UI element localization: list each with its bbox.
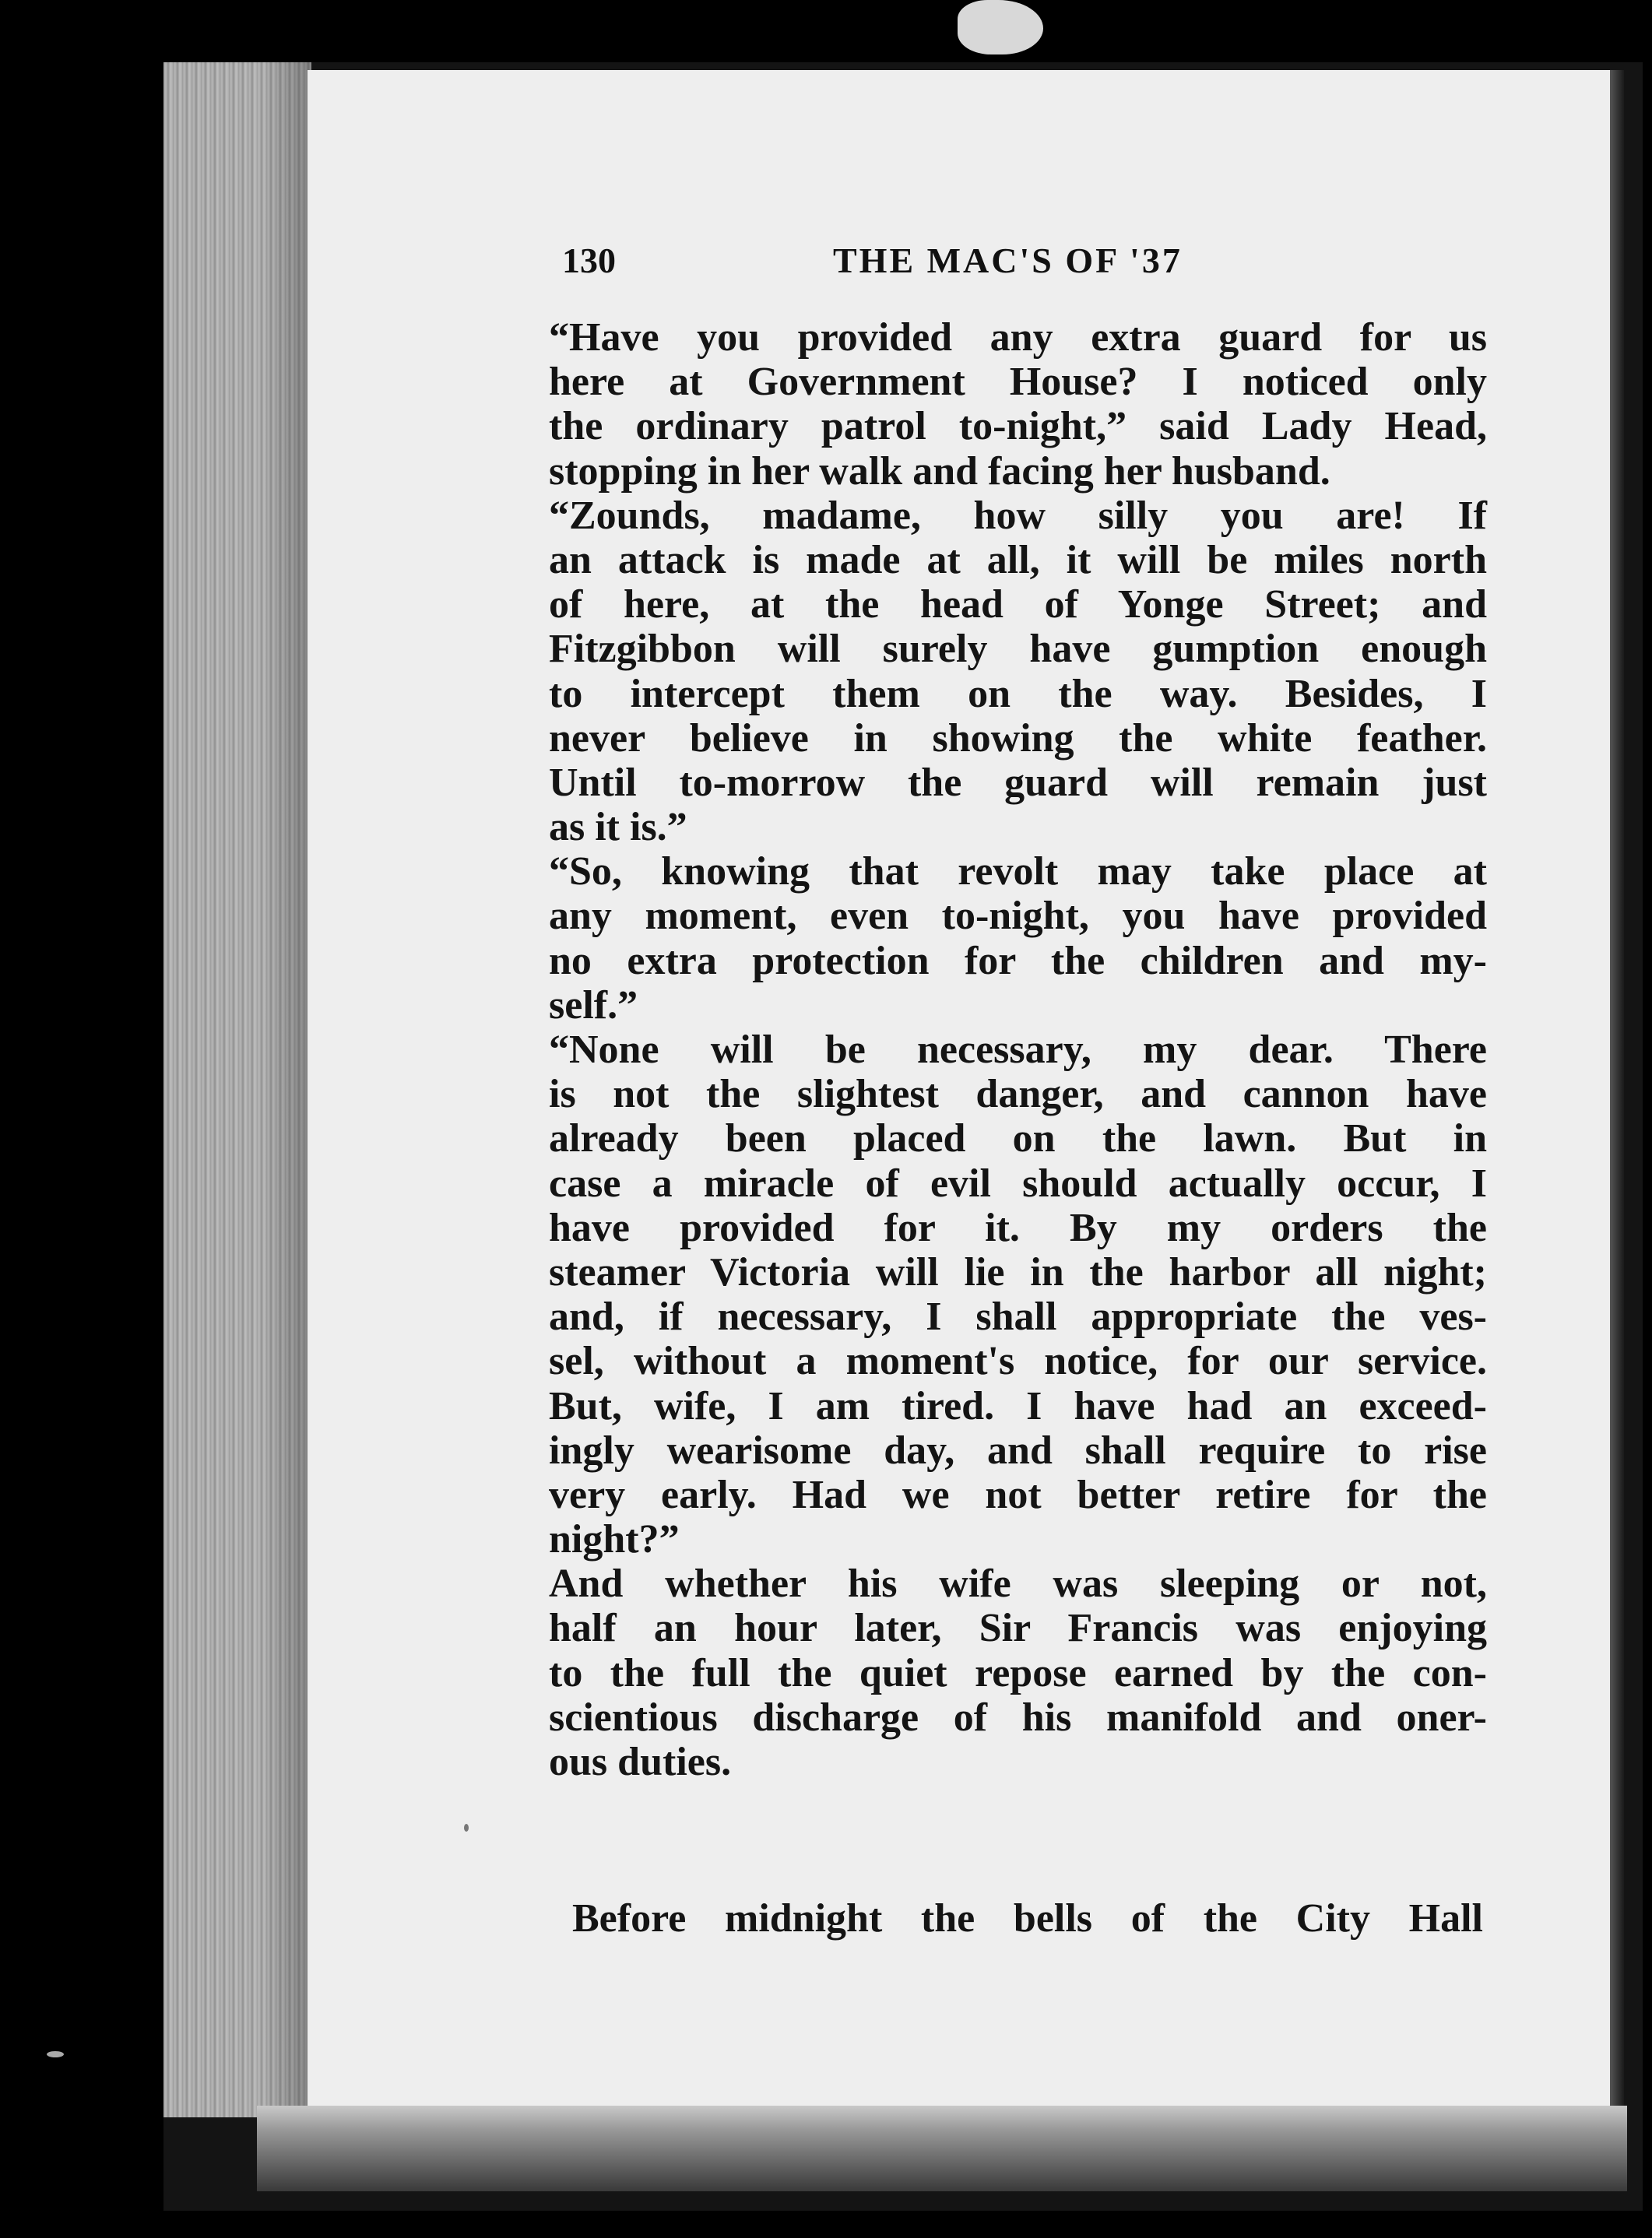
text-line: is not the slightest danger, and cannon have: [549, 1072, 1487, 1117]
page-bottom-edge: [257, 2106, 1627, 2191]
text-line: already been placed on the lawn. But in: [549, 1116, 1487, 1161]
text-line: here at Government House? I noticed only: [549, 360, 1487, 405]
page-right-edge: [1610, 70, 1624, 2172]
text-line: “Zounds, madame, how silly you are! If: [549, 493, 1487, 538]
text-line: as it is.”: [549, 805, 687, 850]
text-line: night?”: [549, 1517, 680, 1562]
text-line: to intercept them on the way. Besides, I: [549, 671, 1487, 716]
text-line: And whether his wife was sleeping or not,: [549, 1562, 1487, 1607]
closing-line: Before midnight the bells of the City Hall: [572, 1896, 1483, 1941]
paragraph: [549, 315, 1487, 494]
text-line: the ordinary patrol to-night,” said Lady Head,: [549, 404, 1487, 449]
top-scan-artifact: [958, 0, 1043, 54]
paragraph: [549, 494, 1487, 850]
text-line: no extra protection for the children and my-: [549, 938, 1487, 983]
paragraph: [549, 849, 1487, 1028]
text-line: an attack is made at all, it will be miles north: [549, 537, 1487, 582]
page-number: 130: [562, 241, 616, 280]
text-line: self.”: [549, 982, 638, 1028]
text-line: Until to-morrow the guard will remain just: [549, 760, 1487, 805]
text-line: ingly wearisome day, and shall require to rise: [549, 1428, 1487, 1473]
text-line: case a miracle of evil should actually occur, I: [549, 1161, 1487, 1206]
text-line: “Have you provided any extra guard for us: [549, 315, 1487, 360]
text-line: and, if necessary, I shall appropriate the ves-: [549, 1295, 1487, 1340]
body-text: [549, 315, 1487, 1784]
text-line: But, wife, I am tired. I have had an exceed-: [549, 1383, 1487, 1428]
margin-speck: [464, 1824, 469, 1832]
text-line: Fitzgibbon will surely have gumption enough: [549, 627, 1487, 672]
text-line: “So, knowing that revolt may take place at: [549, 849, 1487, 894]
paragraph: [549, 1028, 1487, 1562]
running-head: [0, 240, 1652, 286]
text-line: any moment, even to-night, you have provided: [549, 894, 1487, 939]
text-line: “None will be necessary, my dear. There: [549, 1028, 1487, 1072]
fore-edge-shadow: [257, 62, 311, 2117]
text-line: stopping in her walk and facing her husband.: [549, 448, 1330, 494]
text-line: ous duties.: [549, 1740, 732, 1784]
text-line: have provided for it. By my orders the: [549, 1205, 1487, 1250]
text-line: sel, without a moment's notice, for our service.: [549, 1339, 1487, 1384]
edge-speck: [47, 2051, 64, 2057]
text-line: of here, at the head of Yonge Street; and: [549, 582, 1487, 627]
running-title: THE MAC'S OF '37: [833, 241, 1183, 280]
text-line: never believe in showing the white feather.: [549, 715, 1487, 761]
text-line: half an hour later, Sir Francis was enjoying: [549, 1606, 1487, 1651]
text-line: to the full the quiet repose earned by the con-: [549, 1650, 1487, 1695]
text-line: very early. Had we not better retire for the: [549, 1472, 1487, 1517]
paragraph: [549, 1562, 1487, 1784]
text-line: scientious discharge of his manifold and oner-: [549, 1695, 1487, 1740]
text-line: steamer Victoria will lie in the harbor all night;: [549, 1249, 1487, 1295]
